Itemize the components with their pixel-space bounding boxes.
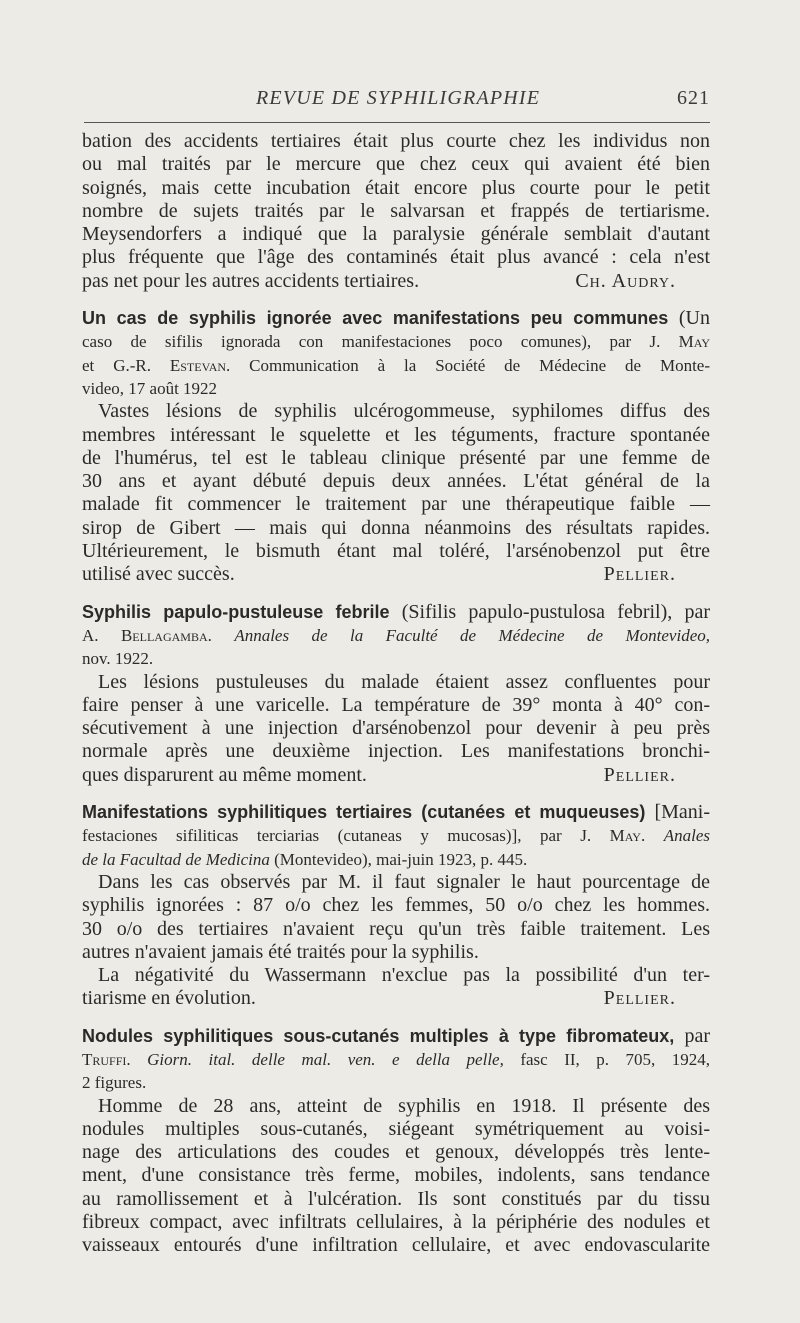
- article: [82, 601, 710, 787]
- article-heading-line: [82, 307, 710, 330]
- reference-text: .: [207, 625, 212, 645]
- article-title: Un cas de syphilis ignorée avec manifestations peu communes: [82, 308, 669, 329]
- byline: [82, 270, 710, 293]
- reference-text: (Sifilis papulo-pustulosa febril), par: [401, 600, 711, 623]
- text-line: sécutivement à une injection d'arsénobenzol pour devenir à peu près: [82, 717, 710, 740]
- reference-line: [82, 624, 710, 647]
- reference-text: [Mani-: [654, 801, 711, 824]
- text-line: autres n'avaient jamais été traités pour la syphilis.: [82, 940, 479, 963]
- text-line: de l'humérus, tel est le tableau clinique présenté par une femme de: [82, 446, 710, 469]
- author-name: Truffi: [82, 1049, 127, 1069]
- text-line: normale après une deuxième injection. Les manifestations bronchi-: [82, 740, 710, 763]
- text-line: sirop de Gibert — mais qui donna néanmoins des résultats rapides.: [82, 516, 710, 539]
- text-line: nombre de sujets traités par le salvarsan et frappés de tertiarisme.: [82, 199, 710, 222]
- reference-line: [82, 354, 710, 377]
- signature: Ch. Audry.: [575, 269, 676, 292]
- article-title: Manifestations syphilitiques tertiaires (cutanées et muqueuses): [82, 802, 646, 823]
- text-line: fibreux compact, avec infiltrats cellulaires, à la périphérie des nodules et: [82, 1211, 710, 1234]
- intro-paragraph: [82, 130, 710, 293]
- article-heading-line: [82, 1025, 710, 1048]
- text-line: nage des articulations des coudes et genoux, développés très lente-: [82, 1141, 710, 1164]
- text-line: 30 o/o des tertiaires n'avaient reçu qu'un très faible traitement. Les: [82, 917, 710, 940]
- running-title: REVUE DE SYPHILIGRAPHIE: [256, 87, 541, 109]
- reference-line: video, 17 août 1922: [82, 378, 218, 398]
- text-line: malade fit commencer le traitement par une thérapeutique faible —: [82, 493, 710, 516]
- text-line: vaisseaux entourés d'une infiltration cellulaire, et avec endovascularite: [82, 1234, 710, 1257]
- text-line: La négativité du Wassermann n'exclue pas la possibilité d'un ter-: [98, 964, 710, 987]
- reference-line: [82, 1048, 710, 1071]
- article: [82, 801, 710, 1011]
- byline: [82, 764, 710, 787]
- journal-title: Giorn. ital. delle mal. ven. e della pelle,: [147, 1049, 504, 1069]
- author-name: Bellagamba: [120, 625, 208, 645]
- reference-line: nov. 1922.: [82, 649, 154, 669]
- reference-text: et: [82, 355, 95, 375]
- article-title: Syphilis papulo-pustuleuse febrile: [82, 601, 390, 622]
- reference-text: .: [126, 1049, 131, 1069]
- reference-text: .: [640, 826, 646, 846]
- reference-text: festaciones sifiliticas terciarias (cutaneas y mucosas)], par J.: [82, 826, 592, 846]
- article: [82, 1025, 710, 1258]
- header-rule: [84, 122, 710, 123]
- text-line: 30 ans et ayant débuté depuis deux années. L'état général de la: [82, 470, 710, 493]
- text-line: plus fréquente que l'âge des contaminés était plus avancé : cela n'est: [82, 246, 710, 269]
- journal-title: Anales: [663, 826, 710, 846]
- page-number: 621: [677, 87, 710, 109]
- text-line: Ultérieurement, le bismuth étant mal toléré, l'arsénobenzol put être: [82, 540, 710, 563]
- text-line: Vastes lésions de syphilis ulcérogommeuse, syphilomes diffus des: [98, 400, 710, 423]
- reference-line: [82, 848, 710, 871]
- signature: Pellier.: [603, 763, 676, 786]
- text-line: Homme de 28 ans, atteint de syphilis en 1918. Il présente des: [98, 1094, 710, 1117]
- author-name: May: [678, 332, 710, 352]
- article-title: Nodules syphilitiques sous-cutanés multiples à type fibromateux,: [82, 1025, 675, 1046]
- journal-title: Annales de la Faculté de Médecine de Montevideo,: [234, 625, 710, 645]
- page-body: [82, 130, 710, 1258]
- journal-title: de la Facultad de Medicina: [82, 849, 270, 869]
- article-heading-line: [82, 801, 710, 824]
- reference-line: [82, 330, 710, 353]
- text-line: soignés, mais cette incubation était encore plus courte pour le petit: [82, 176, 710, 199]
- author-name: May: [609, 826, 641, 846]
- text-line: Dans les cas observés par M. il faut signaler le haut pourcentage de: [98, 870, 710, 893]
- signature: Pellier.: [603, 563, 676, 586]
- article: [82, 307, 710, 587]
- text-line: ment, d'une consistance très ferme, mobiles, indolents, sans tendance: [82, 1164, 710, 1187]
- text-line: Les lésions pustuleuses du malade étaient assez confluentes pour: [98, 670, 710, 693]
- reference-text: A.: [82, 625, 99, 645]
- reference-text: (Un: [678, 307, 710, 330]
- reference-line: 2 figures.: [82, 1073, 147, 1093]
- text-line: bation des accidents tertiaires était plus courte chez les individus non: [82, 130, 710, 152]
- text-line: syphilis ignorées : 87 o/o chez les femmes, 50 o/o chez les hommes.: [82, 894, 710, 917]
- reference-text: par: [684, 1024, 711, 1047]
- page-header: [84, 84, 710, 112]
- text-line: nodules multiples sous-cutanés, siégeant symétriquement au voisi-: [82, 1117, 710, 1140]
- reference-line: [82, 824, 710, 847]
- reference-text: (Montevideo), mai-juin 1923, p. 445.: [274, 849, 528, 869]
- byline: [82, 987, 710, 1010]
- author-name: G.-R. Estevan: [113, 355, 227, 375]
- text-line: membres intéressant le squelette et les téguments, fracture spontanée: [82, 423, 710, 446]
- article-heading-line: [82, 601, 710, 624]
- text-line: Meysendorfers a indiqué que la paralysie générale semblait d'autant: [82, 223, 710, 246]
- text-line: utilisé avec succès.: [82, 563, 235, 586]
- reference-text: caso de sifilis ignorada con manifestaciones poco comunes), par J.: [82, 332, 661, 352]
- text-line: pas net pour les autres accidents tertiaires.: [82, 269, 420, 292]
- text-line: au ramollissement et à l'ulcération. Ils sont constitués par du tissu: [82, 1187, 710, 1210]
- reference-text: fasc II, p. 705, 1924,: [520, 1049, 711, 1069]
- text-line: faire penser à une varicelle. La température de 39° monta à 40° con-: [82, 693, 710, 716]
- text-line: tiarisme en évolution.: [82, 987, 256, 1010]
- text-line: ou mal traités par le mercure que chez ceux qui avaient été bien: [82, 153, 710, 176]
- byline: [82, 563, 710, 586]
- text-line: ques disparurent au même moment.: [82, 763, 367, 786]
- signature: Pellier.: [603, 987, 676, 1010]
- reference-text: . Communication à la Société de Médecine de Monte-: [226, 355, 710, 375]
